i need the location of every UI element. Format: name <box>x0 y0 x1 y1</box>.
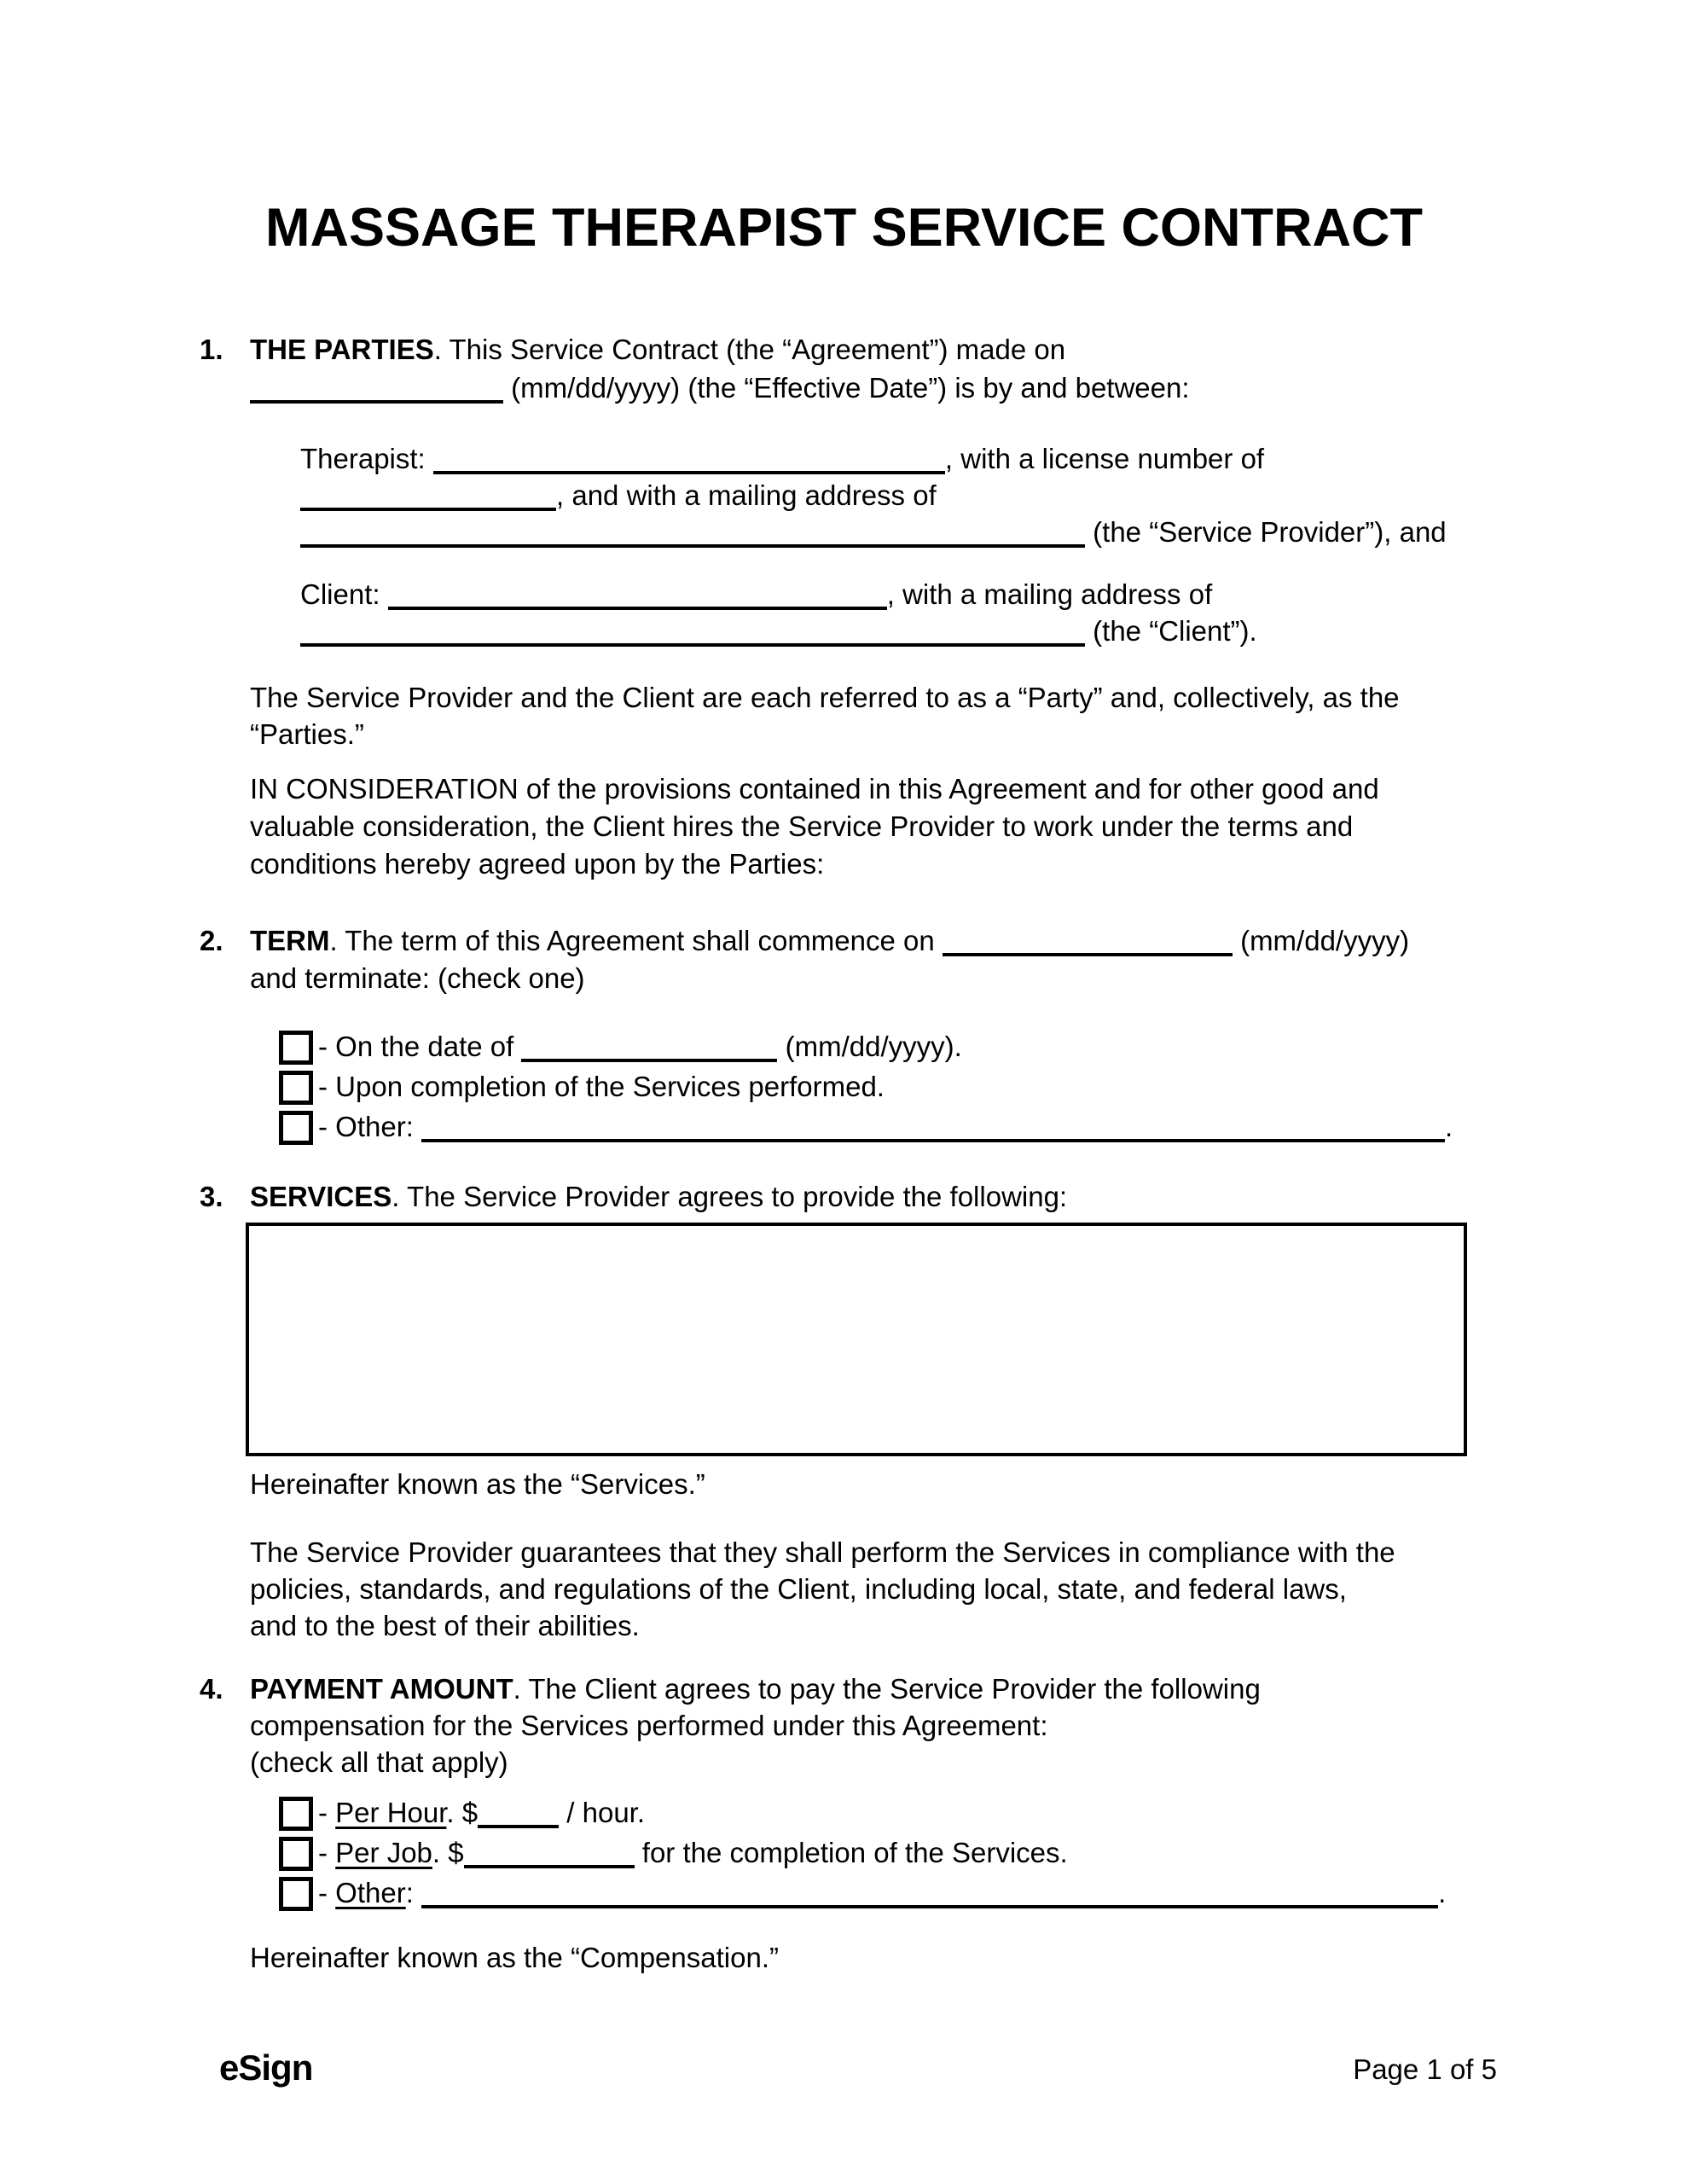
therapist-line-2 <box>300 479 937 513</box>
therapist-after-license: , and with a mailing address of <box>556 479 937 511</box>
payment-intro-text: . The Client agrees to pay the Service Provider the following <box>513 1673 1261 1705</box>
payment-number: 4. <box>200 1673 223 1705</box>
guarantee-line-3: and to the best of their abilities. <box>250 1610 640 1641</box>
payment-other-mid: : <box>405 1877 422 1908</box>
services-intro-text: . The Service Provider agrees to provide the following: <box>392 1181 1068 1212</box>
document-title: MASSAGE THERAPIST SERVICE CONTRACT <box>265 198 1423 258</box>
payment-per-job-checkbox[interactable] <box>279 1837 313 1871</box>
therapist-name-blank[interactable] <box>433 468 945 474</box>
services-description-box[interactable] <box>246 1223 1467 1456</box>
payment-per-hour-row <box>279 1796 645 1831</box>
payment-per-hour-checkbox[interactable] <box>279 1797 313 1831</box>
per-hour-suffix: / hour. <box>559 1797 646 1828</box>
page-number: Page 1 of 5 <box>1353 2053 1497 2085</box>
per-job-mid: . $ <box>432 1837 464 1868</box>
term-intro-line-1 <box>200 924 1410 958</box>
services-intro-line <box>200 1180 1068 1214</box>
term-heading: TERM <box>250 925 330 956</box>
parties-intro-text: . This Service Contract (the “Agreement”) made on <box>433 334 1066 365</box>
commence-date-blank[interactable] <box>943 950 1233 956</box>
term-option-date-text-2: (mm/dd/yyyy). <box>777 1031 962 1062</box>
payment-intro-line-2: compensation for the Services performed under this Agreement: <box>250 1710 1048 1741</box>
term-option-completion-row <box>279 1070 885 1105</box>
client-after-name: , with a mailing address of <box>886 578 1213 610</box>
payment-heading: PAYMENT AMOUNT <box>250 1673 513 1705</box>
per-hour-mid: . $ <box>446 1797 479 1828</box>
consideration-line-2: valuable consideration, the Client hires the Service Provider to work under the terms and <box>250 810 1354 842</box>
parties-intro-line-2 <box>250 371 1190 405</box>
services-heading: SERVICES <box>250 1181 392 1212</box>
term-option-other-checkbox[interactable] <box>279 1111 313 1145</box>
term-number: 2. <box>200 925 223 956</box>
term-intro-line-2: and terminate: (check one) <box>250 962 585 994</box>
per-hour-dash: - <box>318 1797 336 1828</box>
consideration-line-3: conditions hereby agreed upon by the Parties: <box>250 848 825 880</box>
payment-other-dash: - <box>318 1877 336 1908</box>
therapist-label: Therapist: <box>300 443 433 474</box>
payment-hereinafter: Hereinafter known as the “Compensation.” <box>250 1942 779 1973</box>
per-job-dash: - <box>318 1837 336 1868</box>
per-hour-label: Per Hour <box>335 1797 447 1828</box>
guarantee-line-2: policies, standards, and regulations of the Client, including local, state, and federal laws, <box>250 1573 1347 1605</box>
per-job-label: Per Job <box>335 1837 432 1868</box>
per-job-suffix: for the completion of the Services. <box>634 1837 1068 1868</box>
term-option-date-row <box>279 1030 962 1065</box>
payment-other-row <box>279 1876 1446 1911</box>
term-option-completion-checkbox[interactable] <box>279 1071 313 1105</box>
services-number: 3. <box>200 1181 223 1212</box>
services-hereinafter: Hereinafter known as the “Services.” <box>250 1468 705 1500</box>
license-number-blank[interactable] <box>300 504 556 511</box>
term-option-date-checkbox[interactable] <box>279 1031 313 1065</box>
payment-other-suffix: . <box>1438 1877 1447 1908</box>
therapist-after-name: , with a license number of <box>944 443 1265 474</box>
esign-logo: eSign <box>219 2048 313 2088</box>
per-job-amount-blank[interactable] <box>464 1862 635 1868</box>
parties-heading: THE PARTIES <box>250 334 434 365</box>
term-option-other-row <box>279 1110 1453 1145</box>
client-after-address: (the “Client”). <box>1085 615 1257 647</box>
therapist-after-address: (the “Service Provider”), and <box>1085 516 1447 548</box>
payment-per-job-row <box>279 1836 1068 1871</box>
referred-line-2: “Parties.” <box>250 718 364 750</box>
term-intro-text: . The term of this Agreement shall commence on <box>329 925 943 956</box>
payment-other-label: Other <box>335 1877 406 1908</box>
therapist-line-1 <box>300 442 1264 476</box>
client-line-2 <box>300 614 1257 648</box>
client-label: Client: <box>300 578 388 610</box>
term-other-blank[interactable] <box>421 1136 1445 1142</box>
client-name-blank[interactable] <box>388 603 887 610</box>
payment-intro-line-3: (check all that apply) <box>250 1746 508 1778</box>
per-hour-amount-blank[interactable] <box>478 1821 559 1828</box>
term-option-completion-text: - Upon completion of the Services performed. <box>318 1071 885 1102</box>
term-option-other-text: - Other: <box>318 1111 422 1142</box>
parties-intro-line-1 <box>200 333 1066 367</box>
term-option-other-text-2: . <box>1445 1111 1453 1142</box>
term-intro-text-2: (mm/dd/yyyy) <box>1232 925 1410 956</box>
payment-other-blank[interactable] <box>421 1902 1438 1908</box>
referred-line-1: The Service Provider and the Client are each referred to as a “Party” and, collectively, as the <box>250 682 1400 713</box>
payment-intro-line-1 <box>200 1672 1261 1706</box>
guarantee-line-1: The Service Provider guarantees that they shall perform the Services in compliance with the <box>250 1536 1395 1568</box>
termination-date-blank[interactable] <box>521 1055 777 1062</box>
therapist-line-3 <box>300 515 1447 549</box>
payment-other-checkbox[interactable] <box>279 1877 313 1911</box>
client-line-1 <box>300 578 1212 612</box>
effective-date-blank[interactable] <box>250 397 503 404</box>
parties-intro-text-2: (mm/dd/yyyy) (the “Effective Date”) is by and between: <box>503 372 1190 404</box>
therapist-address-blank[interactable] <box>300 541 1085 548</box>
client-address-blank[interactable] <box>300 640 1085 647</box>
term-option-date-text: - On the date of <box>318 1031 522 1062</box>
consideration-line-1: IN CONSIDERATION of the provisions contained in this Agreement and for other good and <box>250 773 1379 804</box>
parties-number: 1. <box>200 334 223 365</box>
